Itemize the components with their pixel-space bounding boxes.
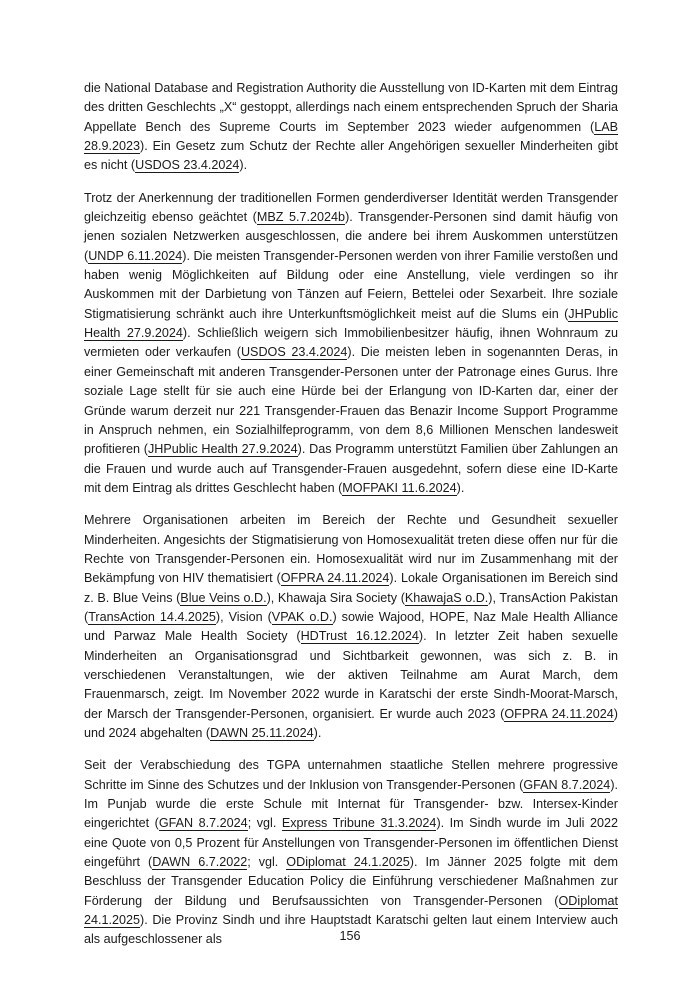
body-text: ). Lokale Organisationen im Bereich sind z. B. Blue Veins ( [84, 571, 618, 605]
body-text: ; vgl. [247, 855, 287, 870]
body-text: Trotz der Anerkennung der traditionellen Formen genderdiverser Identität werden Transgender gleichzeitig ebenso geächtet ( [84, 190, 618, 225]
body-text: ). [456, 480, 465, 495]
paragraph [84, 189, 618, 499]
source-reference-link[interactable]: JHPublic Health 27.9.2024 [84, 306, 618, 341]
source-reference-link[interactable]: LAB 28.9.2023 [84, 119, 618, 154]
body-text: ). Das Programm unterstützt Familien über Zahlungen an die Frauen und wurde auch auf Transgender-Frauen ausgedehnt, sofern diese eine ID-Karte mit dem Eintrag als drittes Geschlecht haben ( [84, 442, 619, 495]
source-reference-link[interactable]: UNDP 6.11.2024 [88, 248, 183, 263]
source-reference-link[interactable]: Express Tribune 31.3.2024 [281, 816, 437, 831]
source-reference-link[interactable]: OFPRA 24.11.2024 [504, 706, 614, 721]
body-text: ; vgl. [247, 816, 282, 831]
body-text: ), Vision ( [215, 609, 272, 624]
body-text: ). Transgender-Personen sind damit häufig von jenen sozialen Netzwerken ausgeschlossen, die andere bei ihrem Auskommen unterstützen ( [84, 210, 618, 263]
page-number: 156 [339, 929, 361, 943]
body-text: ), TransAction Pakistan ( [84, 590, 618, 624]
body-text: ). [239, 158, 248, 173]
source-reference-link[interactable]: KhawajaS o.D. [404, 590, 489, 605]
body-text: ). Ein Gesetz zum Schutz der Rechte aller Angehörigen sexueller Minderheiten gibt es nicht ( [84, 139, 618, 173]
source-reference-link[interactable]: HDTrust 16.12.2024 [300, 629, 419, 644]
body-text: ). Die Provinz Sindh und ihre Hauptstadt Karatschi gelten laut einem Interview auch als aufgeschlossener als [84, 913, 618, 947]
body-text: ). [313, 726, 322, 740]
document-body [84, 79, 618, 963]
body-text: Seit der Verabschiedung des TGPA unternahmen staatliche Stellen mehrere progressive Schritte im Sinne des Schutzes und der Inklusion von Transgender-Personen ( [84, 758, 618, 792]
source-reference-link[interactable]: TransAction 14.4.2025 [88, 609, 216, 624]
source-reference-link[interactable]: USDOS 23.4.2024 [240, 345, 348, 360]
body-text: ), Khawaja Sira Society ( [266, 590, 405, 605]
source-reference-link[interactable]: VPAK o.D. [271, 609, 333, 624]
source-reference-link[interactable]: MBZ 5.7.2024b [256, 210, 346, 225]
paragraph [84, 511, 618, 743]
body-text: Mehrere Organisationen arbeiten im Bereich der Rechte und Gesundheit sexueller Minderheiten. Angesichts der Stigmatisierung von Homosexualität treten diese offen nur für die Rechte von Transgender-Personen ein. Homosexualität wird nur im Zusammenhang mit der Bekämpfung von HIV thematisiert ( [84, 513, 618, 586]
source-reference-link[interactable]: Blue Veins o.D. [180, 590, 267, 605]
paragraph [84, 756, 618, 949]
body-text: ). Im Sindh wurde im Juli 2022 eine Quote von 0,5 Prozent für Anstellungen von Transgender-Personen im öffentlichen Dienst eingeführt ( [84, 816, 618, 870]
body-text: ). Im Punjab wurde die erste Schule mit Internat für Transgender- bzw. Intersex-Kinder eingerichtet ( [84, 777, 619, 831]
body-text: ). Die meisten leben in sogenannten Deras, in einer Gemeinschaft mit anderen Transgender-Personen unter der Patronage eines Gurus. Ihre soziale Lage stellt für sie auch eine Hürde bei der Erlangung von ID-Karten dar, einer der Gründe warum derzeit nur 221 Transgender-Frauen das Benazir Income Support Programme in Anspruch nehmen, ein Sozialhilfeprogramm, von dem 8,6 Millionen Menschen landesweit profitieren ( [84, 345, 618, 457]
source-reference-link[interactable]: DAWN 25.11.2024 [210, 726, 314, 740]
body-text: ) und 2024 abgehalten ( [84, 706, 618, 740]
paragraph [84, 79, 618, 176]
body-text: ) sowie Wajood, HOPE, Naz Male Health Alliance und Parwaz Male Health Society ( [84, 609, 618, 644]
body-text: die National Database and Registration Authority die Ausstellung von ID-Karten mit dem Eintrag des dritten Geschlechts „X“ gestoppt, allerdings nach einem entsprechenden Spruch der Sharia Appellate Bench des Supreme Courts im September 2023 wieder aufgenommen ( [84, 81, 618, 134]
source-reference-link[interactable]: ODiplomat 24.1.2025 [84, 893, 618, 928]
source-reference-link[interactable]: ODiplomat 24.1.2025 [286, 855, 410, 870]
source-reference-link[interactable]: JHPublic Health 27.9.2024 [147, 442, 298, 457]
source-reference-link[interactable]: USDOS 23.4.2024 [135, 158, 240, 173]
source-reference-link[interactable]: MOFPAKI 11.6.2024 [342, 480, 457, 495]
source-reference-link[interactable]: GFAN 8.7.2024 [158, 816, 248, 831]
source-reference-link[interactable]: OFPRA 24.11.2024 [280, 571, 390, 586]
source-reference-link[interactable]: GFAN 8.7.2024 [523, 777, 611, 792]
source-reference-link[interactable]: DAWN 6.7.2022 [152, 855, 248, 870]
body-text: ). Im Jänner 2025 folgte mit dem Beschluss der Transgender Education Policy die Einführung verschiedener Maßnahmen zur Förderung der Bildung und Berufsaussichten von Transgender-Personen ( [84, 855, 618, 908]
body-text: ). In letzter Zeit haben sexuelle Minderheiten an Organisationsgrad und Sichtbarkeit gewonnen, was sich z. B. in verschiedenen Veranstaltungen, wie der aktiven Teilnahme am Aurat March, dem Frauenmarsch, zeigt. Im November 2022 wurde in Karatschi der erste Sindh-Moorat-Marsch, der Marsch der Transgender-Personen, organisiert. Er wurde auch 2023 ( [84, 629, 618, 721]
body-text: ). Die meisten Transgender-Personen werden von ihrer Familie verstoßen und haben wenig Möglichkeiten auf Bildung oder eine Anstellung, viele verdingen so ihr Auskommen mit der Darbietung von Tänzen auf Feiern, Bettelei oder Sexarbeit. Ihre soziale Stigmatisierung schränkt auch ihre Unterkunftsmöglichkeit meist auf die Slums ein ( [84, 248, 619, 321]
body-text: ). Schließlich weigern sich Immobilienbesitzer häufig, ihnen Wohnraum zu vermieten oder verkaufen ( [84, 326, 618, 360]
